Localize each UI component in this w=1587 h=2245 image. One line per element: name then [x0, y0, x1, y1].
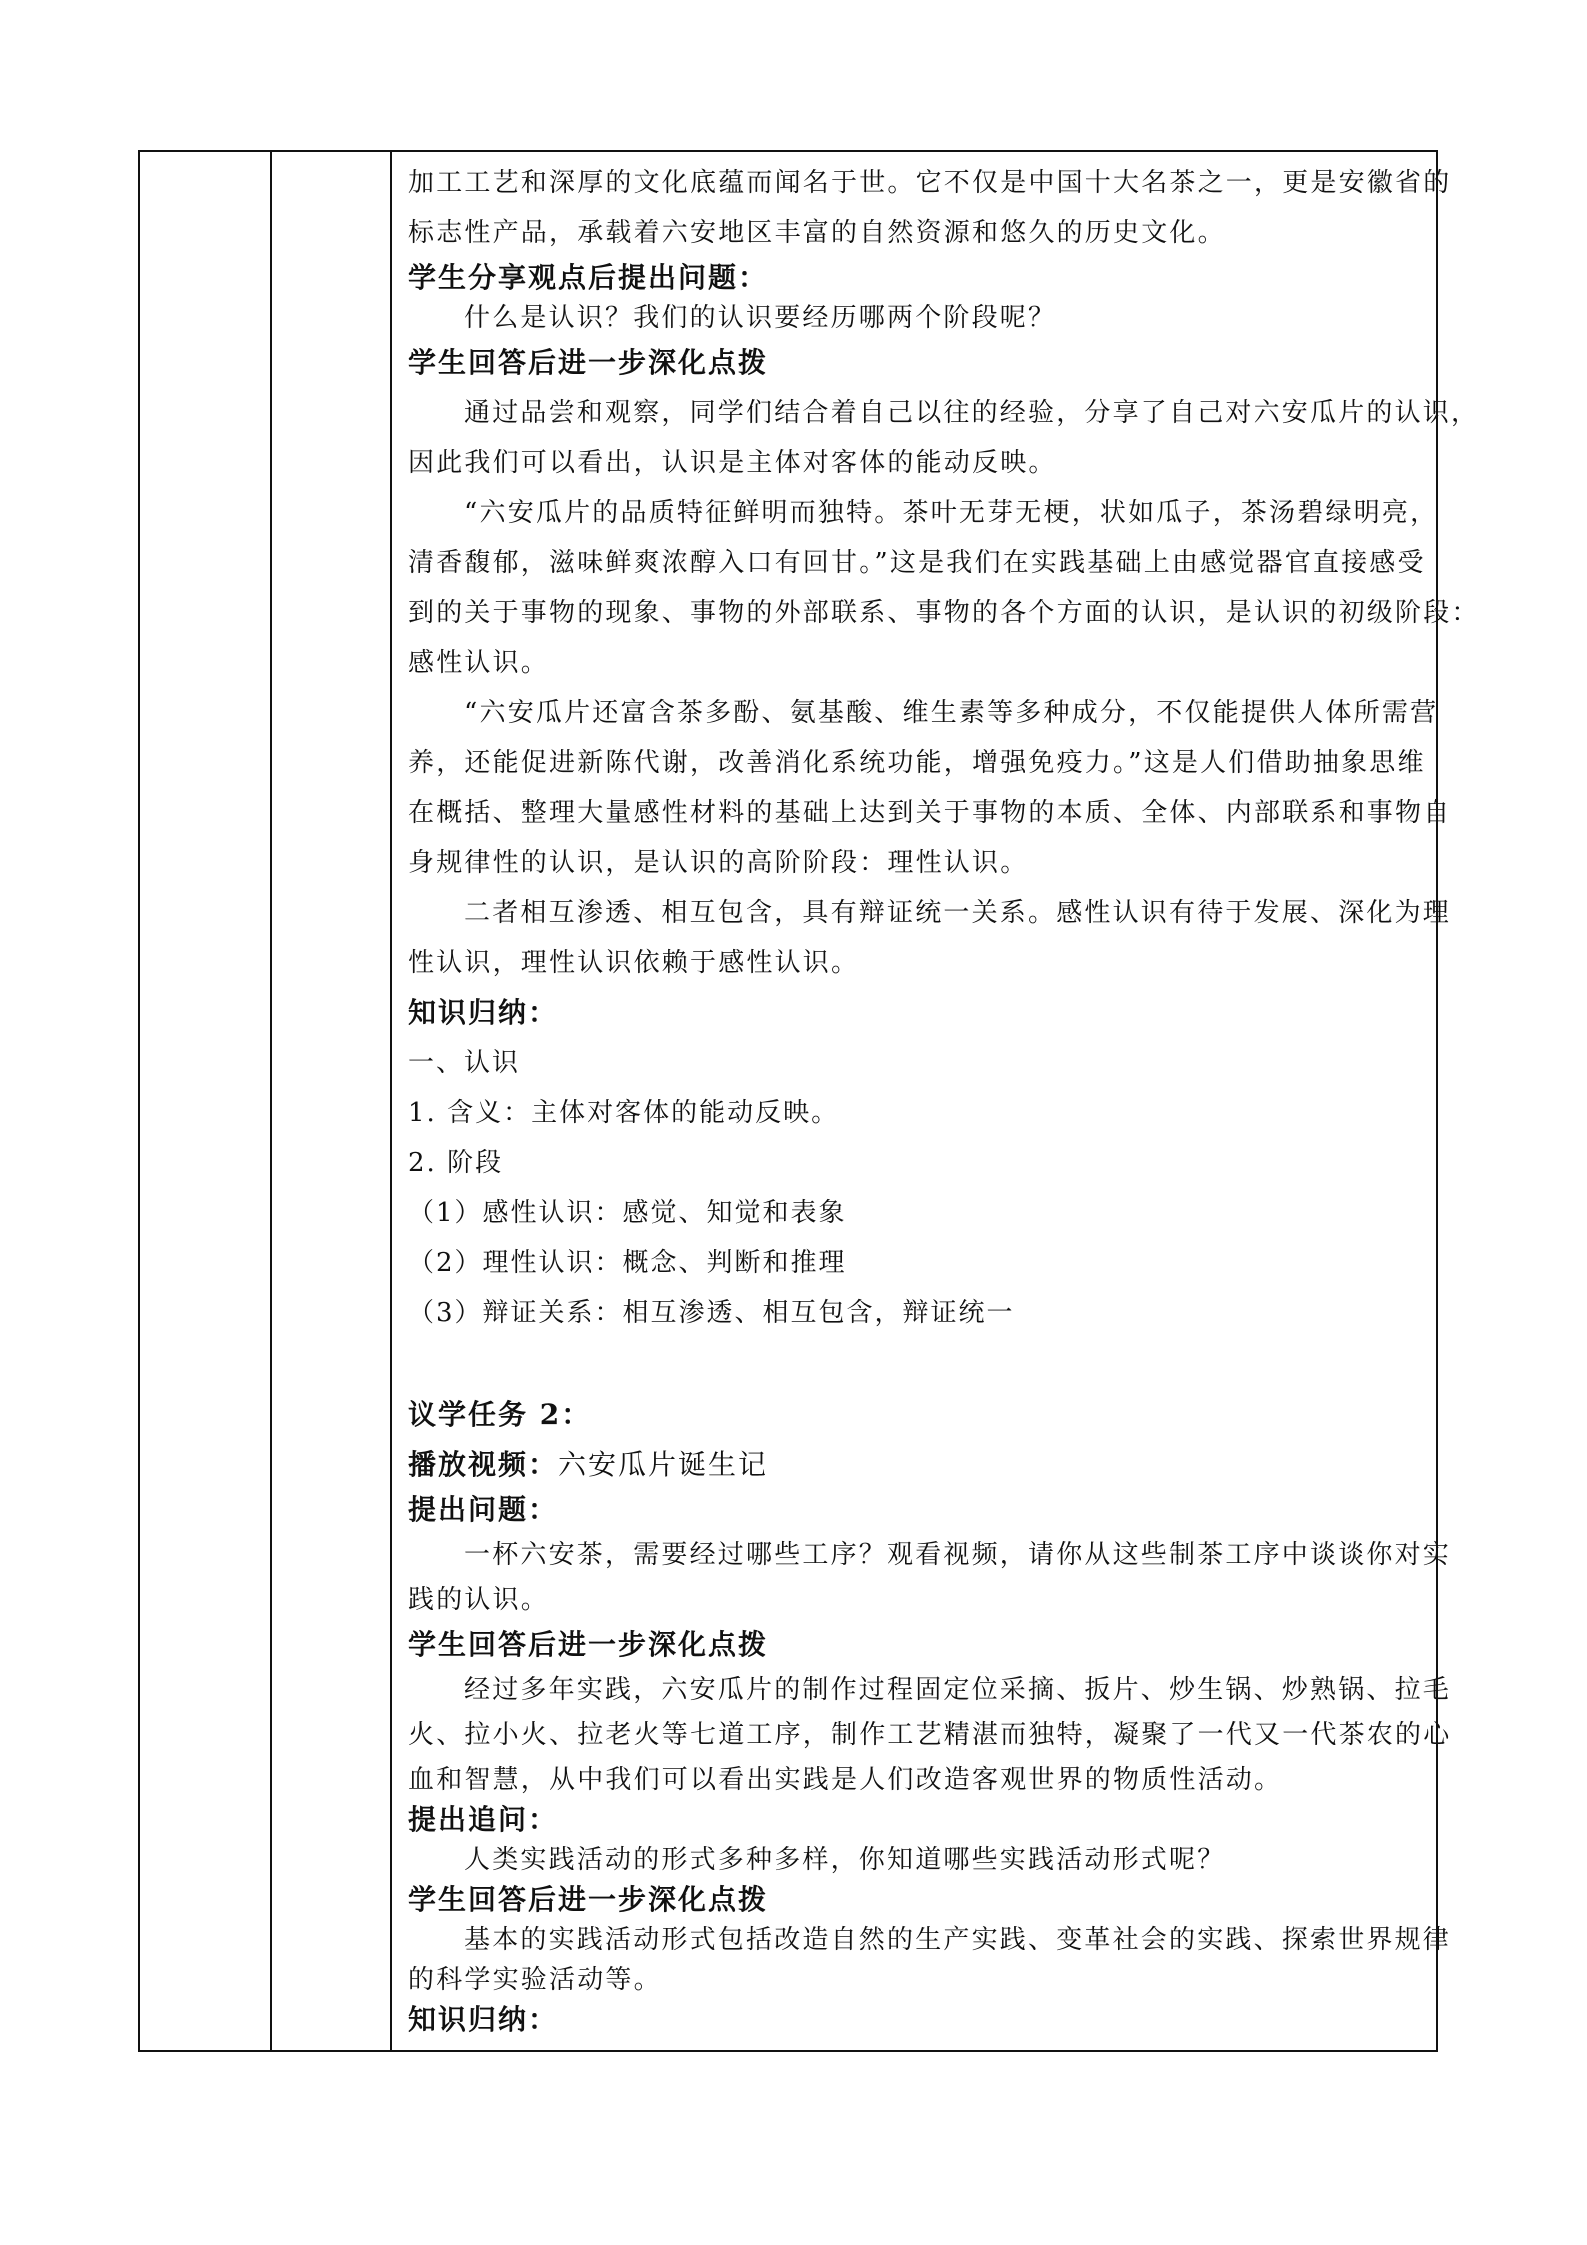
paragraph-line: 通过品尝和观察，同学们结合着自己以往的经验，分享了自己对六安瓜片的认识，	[464, 398, 1480, 428]
heading-question: 提出问题：	[408, 1493, 559, 1526]
column-divider-2	[390, 152, 392, 2050]
summary-item: 1. 含义：主体对客体的能动反映。	[408, 1098, 840, 1128]
summary-item: 2. 阶段	[408, 1148, 504, 1178]
heading-deepen: 学生回答后进一步深化点拨	[408, 1883, 769, 1916]
heading-summary: 知识归纳：	[408, 2003, 559, 2036]
heading-summary: 知识归纳：	[408, 996, 559, 1029]
paragraph-line: 养，还能促进新陈代谢，改善消化系统功能，增强免疫力。”这是人们借助抽象思维	[408, 748, 1426, 778]
paragraph-line: 经过多年实践，六安瓜片的制作过程固定位采摘、扳片、炒生锅、炒熟锅、拉毛	[464, 1675, 1452, 1705]
paragraph-line: 因此我们可以看出，认识是主体对客体的能动反映。	[408, 448, 1057, 478]
paragraph-line: 基本的实践活动形式包括改造自然的生产实践、变革社会的实践、探索世界规律	[464, 1925, 1452, 1955]
paragraph-line: 火、拉小火、拉老火等七道工序，制作工艺精湛而独特，凝聚了一代又一代茶农的心	[408, 1720, 1452, 1750]
question-line: 一杯六安茶，需要经过哪些工序？观看视频，请你从这些制茶工序中谈谈你对实	[464, 1540, 1452, 1570]
paragraph-line: 身规律性的认识，是认识的高阶阶段：理性认识。	[408, 848, 1029, 878]
video-title: 六安瓜片诞生记	[558, 1448, 769, 1481]
heading-deepen: 学生回答后进一步深化点拨	[408, 346, 769, 379]
heading-share: 学生分享观点后提出问题：	[408, 261, 769, 294]
intro-line: 加工工艺和深厚的文化底蕴而闻名于世。它不仅是中国十大名茶之一，更是安徽省的	[408, 168, 1452, 198]
column-divider-1	[270, 152, 272, 2050]
summary-item: （1）感性认识：感觉、知觉和表象	[408, 1198, 847, 1228]
question-text: 什么是认识？我们的认识要经历哪两个阶段呢？	[464, 303, 1057, 333]
question-line: 践的认识。	[408, 1585, 550, 1615]
lesson-table	[138, 150, 1480, 2052]
video-label: 播放视频：	[408, 1448, 559, 1481]
summary-item: （2）理性认识：概念、判断和推理	[408, 1248, 847, 1278]
followup-line: 人类实践活动的形式多种多样，你知道哪些实践活动形式呢？	[464, 1845, 1226, 1875]
heading-followup: 提出追问：	[408, 1803, 559, 1836]
paragraph-line: 在概括、整理大量感性材料的基础上达到关于事物的本质、全体、内部联系和事物自	[408, 798, 1452, 828]
heading-deepen: 学生回答后进一步深化点拨	[408, 1628, 769, 1661]
paragraph-line: “六安瓜片的品质特征鲜明而独特。茶叶无芽无梗，状如瓜子，茶汤碧绿明亮，	[464, 498, 1439, 528]
video-line	[408, 1440, 1420, 1490]
paragraph-line: 的科学实验活动等。	[408, 1965, 662, 1995]
content-cell	[408, 152, 1480, 2040]
summary-item: 一、认识	[408, 1048, 521, 1078]
paragraph-line: 血和智慧，从中我们可以看出实践是人们改造客观世界的物质性活动。	[408, 1765, 1283, 1795]
paragraph-line: 到的关于事物的现象、事物的外部联系、事物的各个方面的认识，是认识的初级阶段：	[408, 598, 1480, 628]
summary-item: （3）辩证关系：相互渗透、相互包含，辩证统一	[408, 1298, 1015, 1328]
paragraph-line: 性认识，理性认识依赖于感性认识。	[408, 948, 860, 978]
paragraph-line: “六安瓜片还富含茶多酚、氨基酸、维生素等多种成分，不仅能提供人体所需营	[464, 698, 1439, 728]
paragraph-line: 二者相互渗透、相互包含，具有辩证统一关系。感性认识有待于发展、深化为理	[464, 898, 1452, 928]
paragraph-line: 清香馥郁，滋味鲜爽浓醇入口有回甘。”这是我们在实践基础上由感觉器官直接感受	[408, 548, 1426, 578]
intro-line: 标志性产品，承载着六安地区丰富的自然资源和悠久的历史文化。	[408, 218, 1226, 248]
task-title: 议学任务 2：	[408, 1398, 592, 1431]
paragraph-line: 感性认识。	[408, 648, 550, 678]
